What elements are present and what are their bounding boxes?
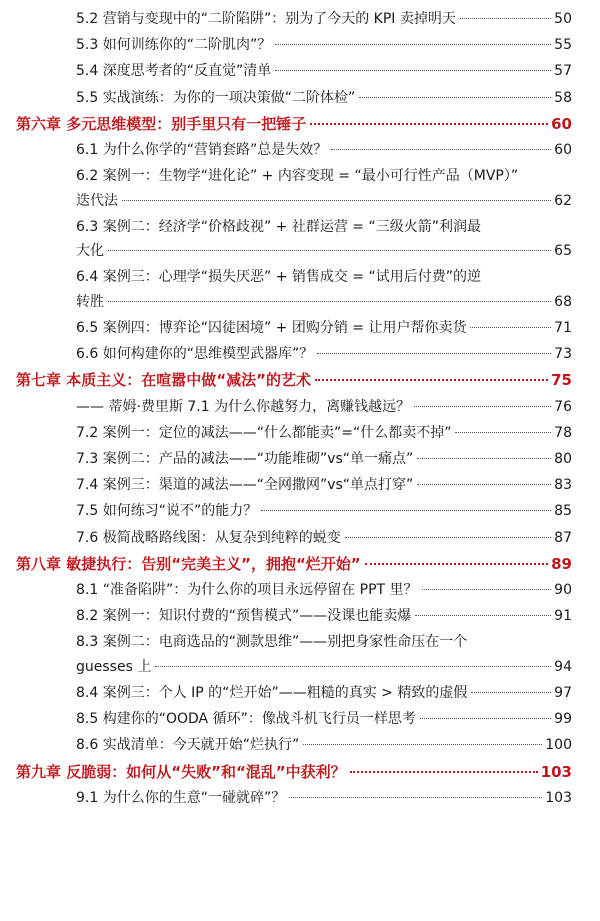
toc-page-number: 57 — [554, 63, 572, 80]
toc-page-number: 58 — [554, 89, 572, 106]
toc-entry-title: 6.1 为什么你学的“营销套路”总是失效？ — [76, 142, 328, 158]
toc-entry-title: 转胜 — [76, 293, 104, 310]
toc-entry-title: 7.3 案例二：产品的减法——“功能堆砌”vs“单一痛点” — [76, 451, 414, 467]
dot-leader — [315, 379, 548, 381]
dot-leader — [471, 692, 551, 693]
toc-entry-title: 7.5 如何练习“说不”的能力？ — [76, 503, 258, 520]
toc-page-number: 80 — [554, 451, 572, 467]
toc-page-number: 87 — [554, 529, 572, 546]
toc-page-number: 68 — [554, 293, 572, 310]
dot-leader — [317, 353, 551, 354]
toc-page-number: 103 — [545, 789, 572, 806]
dot-leader — [108, 250, 551, 251]
toc-page-number: 91 — [554, 608, 572, 625]
toc-entry-title: 7.2 案例一：定位的减法——“什么都能卖”=“什么都卖不掉” — [76, 424, 452, 441]
dot-leader — [155, 666, 551, 667]
dot-leader — [275, 70, 551, 71]
dot-leader — [420, 718, 551, 719]
dot-leader — [122, 200, 551, 201]
toc-page-number: 94 — [554, 658, 572, 675]
toc-entry-title: 5.5 实战演练：为你的一项决策做“二阶体检” — [76, 89, 356, 106]
toc-entry-title: 5.3 如何训练你的“二阶肌肉”？ — [76, 37, 272, 54]
toc-entry-title: 6.6 如何构建你的“思维模型武器库”？ — [76, 346, 314, 363]
dot-leader — [422, 589, 552, 590]
toc-page-number: 76 — [554, 398, 572, 415]
dot-leader — [417, 458, 551, 459]
toc-entry-title: guesses 上 — [76, 658, 152, 675]
toc-page-number: 73 — [554, 346, 572, 363]
dot-leader — [455, 432, 551, 433]
toc-entry-title-line1: 6.2 案例一：生物学“进化论” + 内容变现 = “最小可行性产品（MVP）” — [76, 168, 519, 185]
toc-page-number: 100 — [545, 737, 572, 754]
toc-entry-title: 8.1 “准备陷阱”：为什么你的项目永远停留在 PPT 里？ — [76, 582, 418, 598]
toc-page-number: 50 — [554, 11, 572, 27]
toc-page-number: 71 — [554, 320, 572, 336]
toc-page-number: 83 — [554, 477, 572, 494]
dot-leader — [460, 18, 551, 19]
toc-entry-title: 第八章 敏捷执行：告别“完美主义”，拥抱“烂开始” — [16, 554, 361, 573]
dot-leader — [414, 406, 551, 407]
toc-entry-title: 迭代法 — [76, 192, 118, 209]
dot-leader — [289, 797, 542, 798]
toc-entry-title: 8.6 实战清单：今天就开始“烂执行” — [76, 737, 300, 754]
toc-entry-title: —— 蒂姆·费里斯 7.1 为什么你越努力，离赚钱越远？ — [76, 398, 411, 415]
toc-page-number: 99 — [554, 711, 572, 728]
toc-entry-title: 7.6 极简战略路线图：从复杂到纯粹的蜕变 — [76, 529, 341, 546]
toc-entry-title: 大化 — [76, 243, 104, 260]
toc-entry-title: 5.2 营销与变现中的“二阶陷阱”：别为了今天的 KPI 卖掉明天 — [76, 11, 456, 27]
toc-page-number: 65 — [554, 243, 572, 260]
toc-page-number: 78 — [554, 424, 572, 441]
toc-page-number: 75 — [551, 371, 572, 390]
toc-page-number: 60 — [551, 114, 572, 133]
toc-page-number: 62 — [554, 192, 572, 209]
dot-leader — [350, 771, 538, 773]
toc-page-number: 103 — [540, 762, 572, 781]
toc-page-number: 60 — [554, 142, 572, 158]
toc-entry-title: 第六章 多元思维模型：别手里只有一把锤子 — [16, 114, 307, 133]
dot-leader — [303, 744, 542, 745]
dot-leader — [108, 301, 551, 302]
dot-leader — [310, 123, 548, 125]
toc-entry-title: 第九章 反脆弱：如何从“失败”和“混乱”中获利？ — [16, 762, 346, 781]
toc-entry-title: 8.5 构建你的“OODA 循环”：像战斗机飞行员一样思考 — [76, 711, 416, 728]
toc-entry-title: 7.4 案例三：渠道的减法——“全网撒网”vs“单点打穿” — [76, 477, 414, 494]
toc-entry-title: 6.5 案例四：博弈论“囚徒困境” + 团购分销 = 让用户帮你卖货 — [76, 320, 467, 336]
toc-entry-title: 5.4 深度思考者的“反直觉”清单 — [76, 63, 272, 80]
dot-leader — [261, 510, 551, 511]
dot-leader — [365, 563, 548, 565]
toc-page-number: 89 — [551, 554, 572, 573]
dot-leader — [359, 97, 551, 98]
toc-page-number: 85 — [554, 503, 572, 520]
dot-leader — [345, 537, 551, 538]
toc-entry-title: 8.2 案例一：知识付费的“预售模式”——没课也能卖爆 — [76, 608, 412, 625]
dot-leader — [275, 44, 551, 45]
toc-entry-title: 9.1 为什么你的生意“一碰就碎”？ — [76, 789, 286, 806]
toc-entry-title-line1: 6.3 案例二：经济学“价格歧视” + 社群运营 = “三级火箭”利润最 — [76, 218, 481, 235]
dot-leader — [331, 149, 551, 150]
toc-entry-title-line1: 6.4 案例三：心理学“损失厌恶” + 销售成交 = “试用后付费”的逆 — [76, 269, 481, 286]
toc-page-number: 97 — [554, 685, 572, 701]
dot-leader — [470, 327, 551, 328]
dot-leader — [417, 484, 551, 485]
dot-leader — [415, 615, 551, 616]
toc-entry-title: 8.4 案例三：个人 IP 的“烂开始”——粗糙的真实 > 精致的虚假 — [76, 685, 468, 701]
toc-page-number: 55 — [554, 37, 572, 54]
toc-page-number: 90 — [554, 582, 572, 598]
toc-entry-title: 第七章 本质主义：在喧嚣中做“减法”的艺术 — [16, 371, 311, 390]
toc-entry-title-line1: 8.3 案例二：电商选品的“测款思维”——别把身家性命压在一个 — [76, 634, 468, 651]
